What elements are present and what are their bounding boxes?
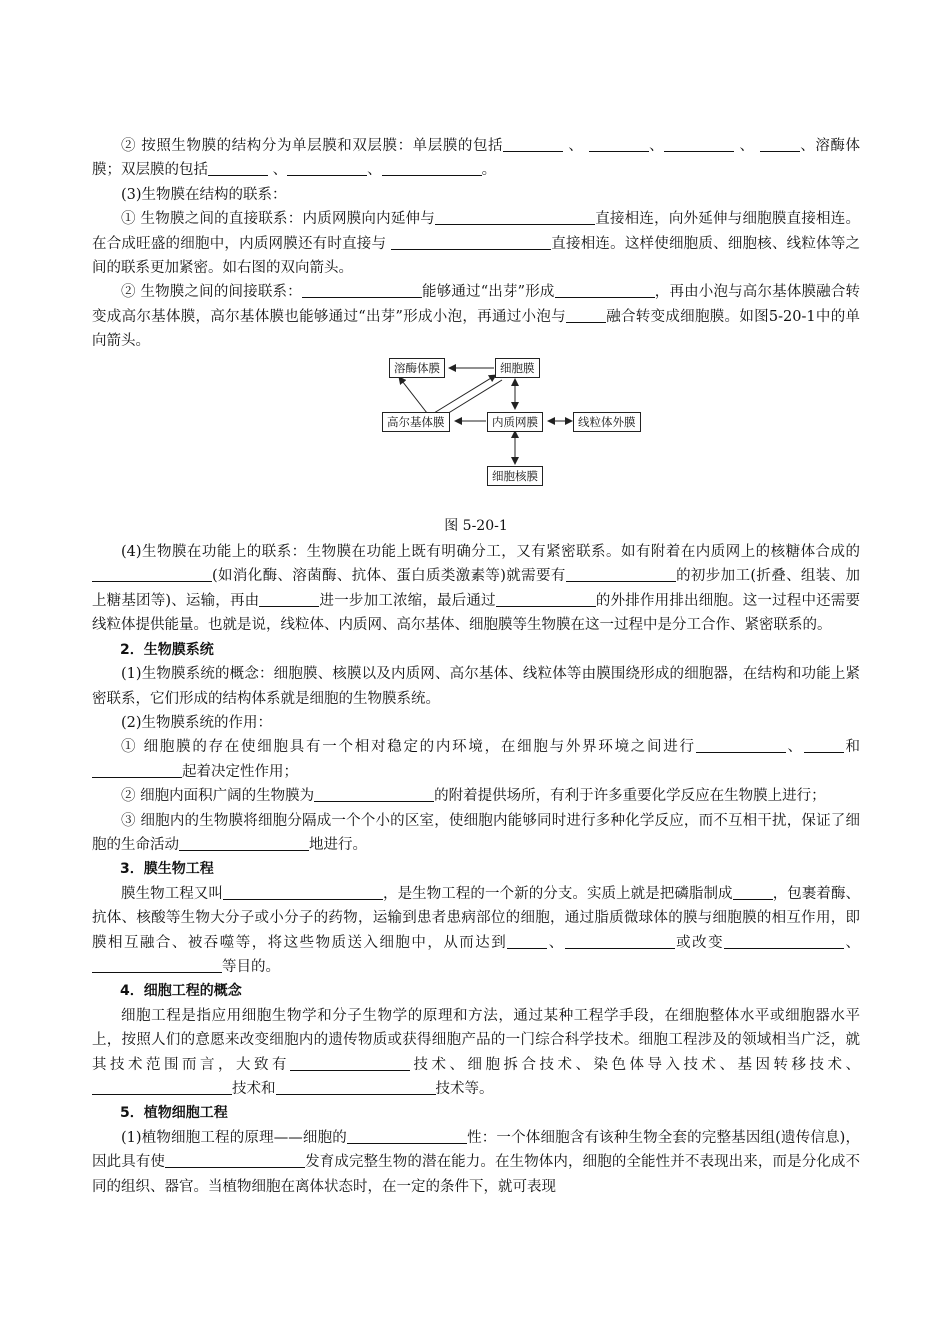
answer-blank[interactable] <box>92 1080 232 1095</box>
para-plant-cell-principle <box>92 1126 860 1199</box>
text: ② 按照生物膜的结构分为单层膜和双层膜：单层膜的包括 <box>121 138 504 154</box>
box-nuclear-membrane: 细胞核膜 <box>487 466 543 486</box>
document-page <box>92 134 860 1199</box>
text: 、 <box>547 934 565 951</box>
text: ③ 细胞内的生物膜将细胞分隔成一个个小的区室，使细胞内能够同时进行多种化学反应，而不互相干扰，保证了细胞的生命活动 <box>92 812 860 853</box>
text: 技术和 <box>232 1081 276 1097</box>
text: 直接相连。这样使细胞质、细胞核、线粒体等之间的联系更加紧密。如右图的双向箭头。 <box>92 235 861 277</box>
para-indirect-link <box>92 280 860 353</box>
answer-blank[interactable] <box>503 137 563 152</box>
text: 、 <box>568 138 584 154</box>
text: 进一步加工浓缩，最后通过 <box>319 592 496 609</box>
text: ，包裹着酶、抗体、核酸等生物大分子或小分子的药物，运输到患者患病部位的细胞，通过脂质微球体的膜与细胞膜的相互作用，即膜相互融合、被吞噬等，将这些物质送入细胞中，从而达到 <box>92 885 861 951</box>
answer-blank[interactable] <box>507 934 547 949</box>
diagram-arrows <box>92 358 860 508</box>
text: 的初步加工(折叠、组装、加上糖基团等)、运输，再由 <box>92 568 861 609</box>
box-golgi-membrane: 高尔基体膜 <box>382 412 450 432</box>
text: 、 <box>739 138 755 154</box>
heading-cell-engineering-concept: 4．细胞工程的概念 <box>120 983 242 1000</box>
text: ① 生物膜之间的直接联系：内质网膜向内延伸与 <box>121 211 435 228</box>
text: 或改变 <box>674 934 725 951</box>
text: ② 细胞内面积广阔的生物膜为 <box>121 788 315 805</box>
membrane-relationship-diagram <box>92 358 860 508</box>
text: 技术等。 <box>435 1081 494 1097</box>
answer-blank[interactable] <box>287 161 367 176</box>
answer-blank[interactable] <box>391 235 551 250</box>
text: 融合转变成细胞膜。如图5-20-1中的单向箭头。 <box>92 308 861 350</box>
heading-membrane-bioengineering: 3．膜生物工程 <box>120 861 214 878</box>
para-functional-link <box>92 540 860 638</box>
box-er-membrane: 内质网膜 <box>487 412 543 432</box>
text: (4)生物膜在功能上的联系：生物膜在功能上既有明确分工，又有紧密联系。如有附着在内质网上的核糖体合成的 <box>121 544 860 561</box>
answer-blank[interactable] <box>696 738 786 753</box>
answer-blank[interactable] <box>664 137 734 152</box>
heading-plant-cell-engineering: 5．植物细胞工程 <box>120 1105 228 1122</box>
text: 、 <box>785 739 804 756</box>
answer-blank[interactable] <box>555 283 655 298</box>
answer-blank[interactable] <box>290 1056 410 1071</box>
text: 发育成完整生物的潜在能力。在生物体内，细胞的全能性并不表现出来，而是分化成不同的组织、器官。当植物细胞在离体状态时，在一定的条件下，就可表现 <box>92 1154 861 1195</box>
para-membrane-layers <box>92 134 860 183</box>
text: 、 <box>844 934 861 951</box>
answer-blank[interactable] <box>566 567 676 582</box>
text: 等目的。 <box>222 958 280 975</box>
box-mitochondria-outer-membrane: 线粒体外膜 <box>573 412 641 432</box>
answer-blank[interactable] <box>302 283 422 298</box>
text: 细胞工程是指应用细胞生物学和分子生物学的原理和方法，通过某种工程学手段，在细胞整体水平或细胞器水平上，按照人们的意愿来改变细胞内的遗传物质或获得细胞产品的一门综合科学技术。细胞工程涉及的领域相当广泛，就其技术范围而言，大致有 <box>92 1007 860 1073</box>
text: 、 <box>367 162 382 179</box>
answer-blank[interactable] <box>382 161 482 176</box>
para-system-concept: (1)生物膜系统的概念：细胞膜、核膜以及内质网、高尔基体、线粒体等由膜围绕形成的细胞器，在结构和功能上紧密联系，它们形成的结构体系就是细胞的生物膜系统。 <box>92 666 860 707</box>
text: 溶酶体膜；双层膜的包括 <box>92 138 861 179</box>
text: 、 <box>272 162 288 179</box>
arrow-golgi-to-cellmembrane <box>434 375 496 413</box>
answer-blank[interactable] <box>165 1153 305 1168</box>
text: 起着决定性作用； <box>182 763 298 780</box>
answer-blank[interactable] <box>92 567 212 582</box>
caption-text: 图 5-20-1 <box>444 517 508 534</box>
answer-blank[interactable] <box>223 885 383 900</box>
para-cell-engineering <box>92 1004 860 1102</box>
text: 能够通过“出芽”形成 <box>421 284 555 301</box>
text: 、 <box>648 138 665 154</box>
para-function-3 <box>92 809 860 858</box>
answer-blank[interactable] <box>760 137 800 152</box>
text: ，是生物工程的一个新的分支。实质上就是把磷脂制成 <box>382 885 733 902</box>
answer-blank[interactable] <box>589 137 649 152</box>
heading-biomembrane-system: 2．生物膜系统 <box>120 641 214 658</box>
arrow-golgi-to-lysosome <box>399 377 427 413</box>
text: 的外排作用排出细胞。这一过程中还需要线粒体提供能量。也就是说，线粒体、内质网、高尔基体、细胞膜等生物膜在这一过程中是分工合作、紧密联系的。 <box>92 592 861 634</box>
answer-blank[interactable] <box>565 934 675 949</box>
text: 、 <box>799 138 816 154</box>
text: (1)植物细胞工程的原理——细胞的 <box>121 1129 347 1146</box>
text: 。 <box>481 162 497 179</box>
text: ，再由小泡与高尔基体膜融合转变成高尔基体膜，高尔基体膜也能够通过“出芽”形成小泡，再通过小泡与 <box>92 284 861 325</box>
box-cell-membrane: 细胞膜 <box>495 358 540 378</box>
answer-blank[interactable] <box>347 1129 467 1144</box>
answer-blank[interactable] <box>566 308 606 323</box>
text: (如消化酶、溶菌酶、抗体、蛋白质类激素等)就需要有 <box>212 568 566 585</box>
para-system-function: (2)生物膜系统的作用： <box>121 714 273 731</box>
text: 直接相连，向外延伸与细胞膜直接相连。在合成旺盛的细胞中，内质网膜还有时直接与 <box>92 211 860 252</box>
text: 地进行。 <box>309 836 367 853</box>
para-function-1 <box>92 735 860 784</box>
para-function-2 <box>92 784 860 808</box>
text: ① 细胞膜的存在使细胞具有一个相对稳定的内环境，在细胞与外界环境之间进行 <box>121 739 696 756</box>
answer-blank[interactable] <box>733 885 773 900</box>
text: 性：一个体细胞含有该种生物全套的完整基因组(遗传信息)，因此具有使 <box>92 1129 860 1171</box>
answer-blank[interactable] <box>804 738 844 753</box>
answer-blank[interactable] <box>276 1080 436 1095</box>
text: ② 生物膜之间的间接联系： <box>121 284 302 301</box>
text: 的附着提供场所，有利于许多重要化学反应在生物膜上进行； <box>434 788 826 805</box>
answer-blank[interactable] <box>179 836 309 851</box>
answer-blank[interactable] <box>435 210 595 225</box>
answer-blank[interactable] <box>724 934 844 949</box>
para-membrane-bioengineering <box>92 882 860 980</box>
answer-blank[interactable] <box>208 161 268 176</box>
text: 膜生物工程又叫 <box>121 885 223 902</box>
answer-blank[interactable] <box>92 958 222 973</box>
answer-blank[interactable] <box>314 787 434 802</box>
para-structural-link: (3)生物膜在结构的联系： <box>121 186 287 203</box>
text: 技术、细胞拆合技术、染色体导入技术、基因转移技术、 <box>410 1056 860 1073</box>
answer-blank[interactable] <box>496 592 596 607</box>
box-lysosome-membrane: 溶酶体膜 <box>389 358 445 378</box>
answer-blank[interactable] <box>259 592 319 607</box>
text: 和 <box>843 739 861 756</box>
figure-caption <box>92 514 860 538</box>
para-direct-link <box>92 207 860 280</box>
answer-blank[interactable] <box>92 763 182 778</box>
